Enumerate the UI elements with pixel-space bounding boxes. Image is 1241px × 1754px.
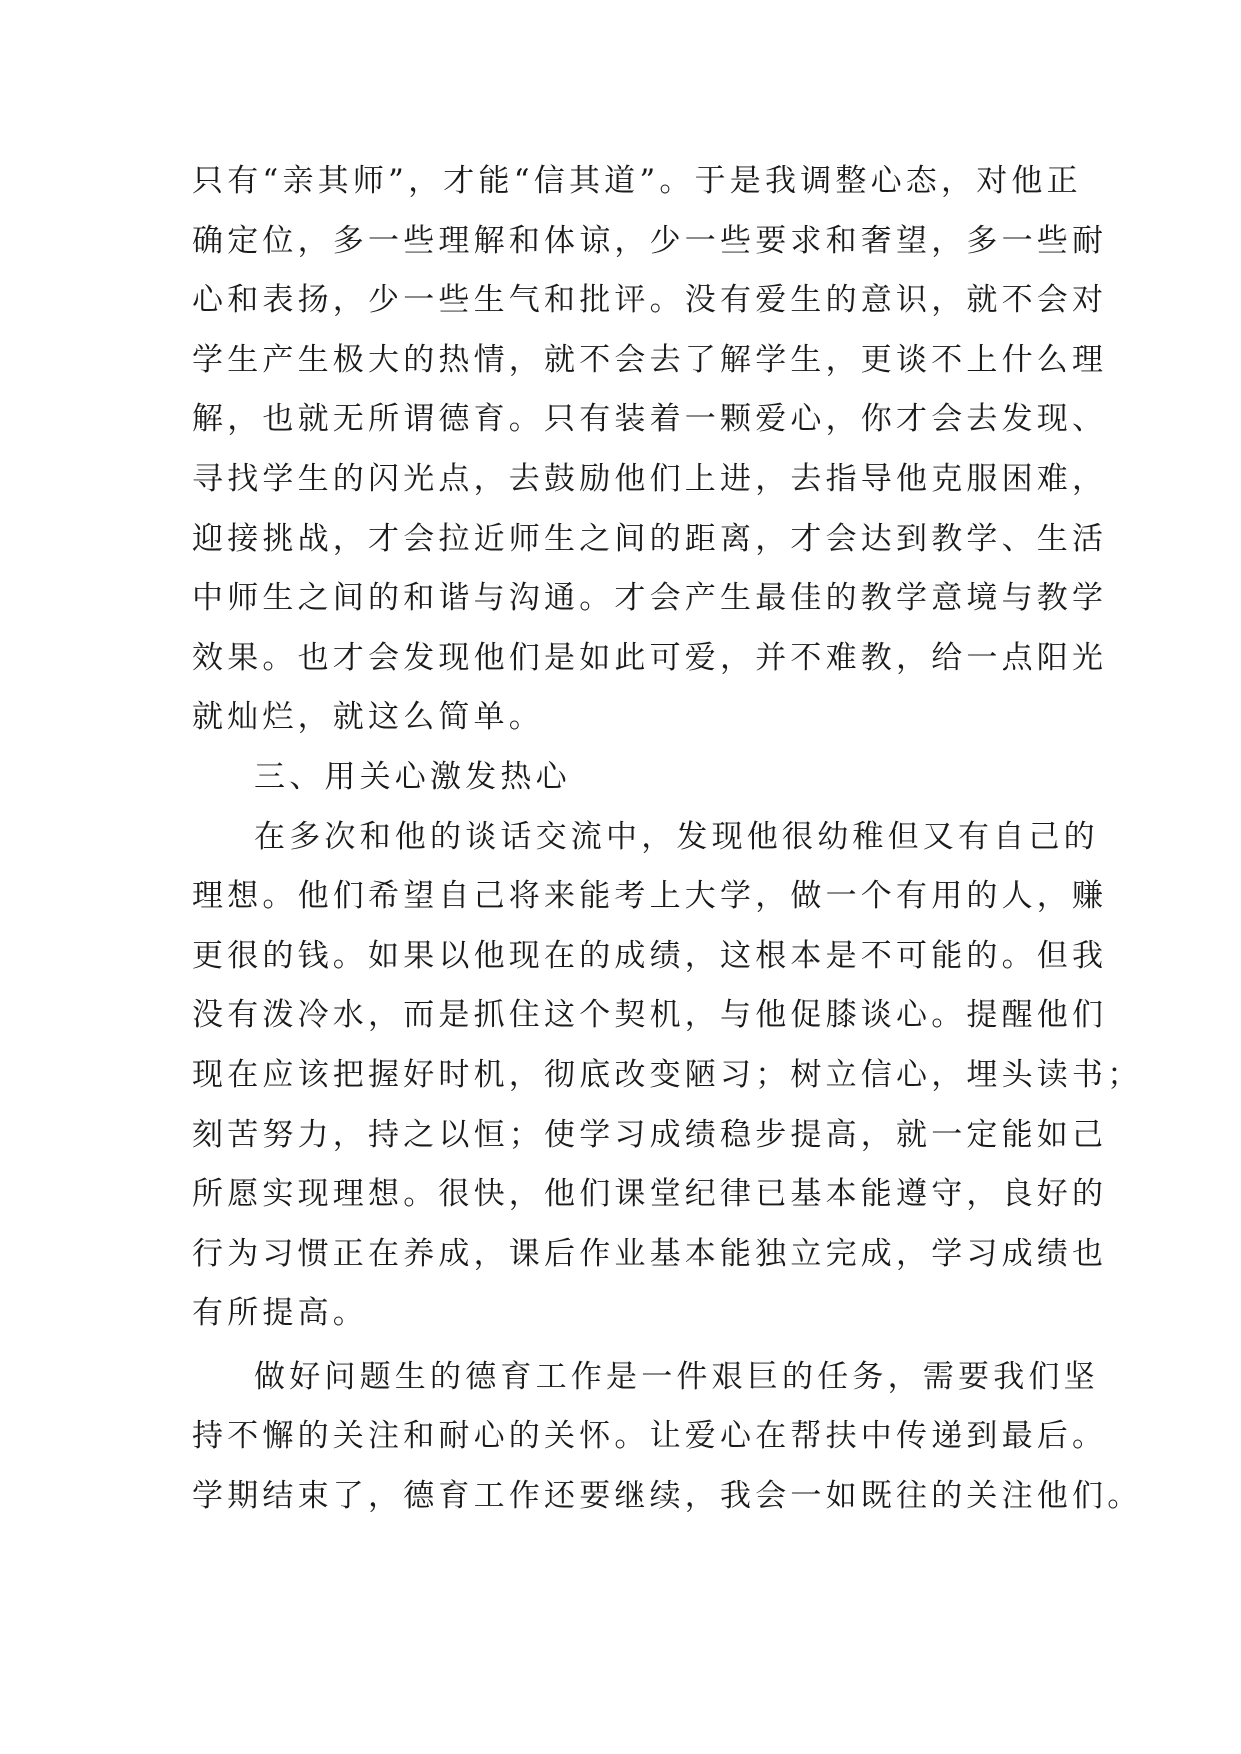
body-line: 寻找学生的闪光点，去鼓励他们上进，去指导他克服困难， <box>192 460 1108 497</box>
body-line: 解，也就无所谓德育。只有装着一颗爱心，你才会去发现、 <box>192 401 1108 438</box>
body-line: 效果。也才会发现他们是如此可爱，并不难教，给一点阳光 <box>192 639 1108 676</box>
body-line: 在多次和他的谈话交流中，发现他很幼稚但又有自己的 <box>254 818 1099 855</box>
body-line: 心和表扬，少一些生气和批评。没有爱生的意识，就不会对 <box>192 282 1108 319</box>
body-line: 没有泼冷水，而是抓住这个契机，与他促膝谈心。提醒他们 <box>192 997 1108 1034</box>
body-line: 现在应该把握好时机，彻底改变陋习；树立信心，埋头读书； <box>192 1056 1143 1093</box>
body-line: 理想。他们希望自己将来能考上大学，做一个有用的人，赚 <box>192 878 1108 915</box>
body-line: 更很的钱。如果以他现在的成绩，这根本是不可能的。但我 <box>192 937 1108 974</box>
body-line: 做好问题生的德育工作是一件艰巨的任务，需要我们坚 <box>254 1358 1099 1395</box>
body-line: 只有“亲其师”，才能“信其道”。于是我调整心态，对他正 <box>192 163 1082 199</box>
section-heading: 三、用关心激发热心 <box>254 758 571 795</box>
body-line: 刻苦努力，持之以恒；使学习成绩稳步提高，就一定能如己 <box>192 1116 1108 1153</box>
body-line: 学生产生极大的热情，就不会去了解学生，更谈不上什么理 <box>192 341 1108 378</box>
body-line: 持不懈的关注和耐心的关怀。让爱心在帮扶中传递到最后。 <box>192 1418 1108 1455</box>
document-body <box>192 152 1143 1527</box>
body-line: 就灿烂，就这么简单。 <box>192 699 544 736</box>
body-line: 行为习惯正在养成，课后作业基本能独立完成，学习成绩也 <box>192 1235 1108 1272</box>
body-line: 迎接挑战，才会拉近师生之间的距离，才会达到教学、生活 <box>192 520 1108 557</box>
body-line: 确定位，多一些理解和体谅，少一些要求和奢望，多一些耐 <box>192 222 1108 259</box>
body-line: 有所提高。 <box>192 1295 368 1332</box>
body-line: 学期结束了，德育工作还要继续，我会一如既往的关注他们。 <box>192 1478 1143 1515</box>
body-line: 中师生之间的和谐与沟通。才会产生最佳的教学意境与教学 <box>192 580 1108 617</box>
body-line: 所愿实现理想。很快，他们课堂纪律已基本能遵守，良好的 <box>192 1176 1108 1213</box>
